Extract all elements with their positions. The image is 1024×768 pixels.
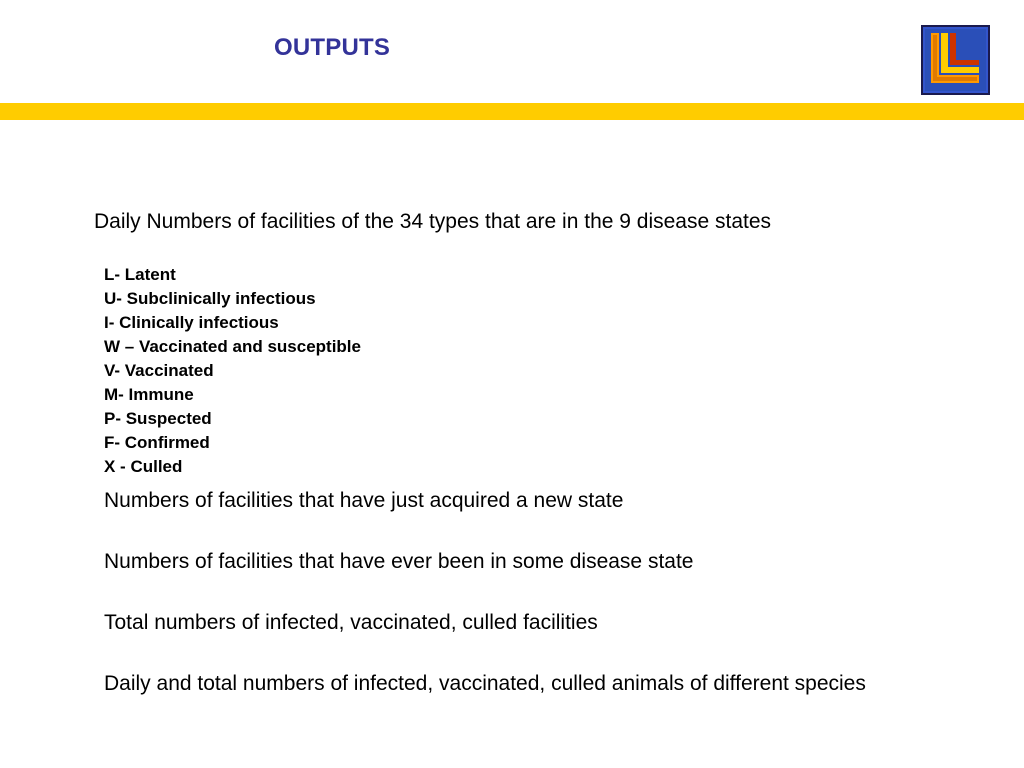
output-item-new-state: Numbers of facilities that have just acquired a new state — [104, 489, 624, 512]
output-item-ever-in-state: Numbers of facilities that have ever been in some disease state — [104, 550, 694, 573]
state-item-culled: X - Culled — [104, 457, 183, 476]
output-item-animals-species: Daily and total numbers of infected, vaccinated, culled animals of different species — [104, 672, 866, 695]
slide-title: OUTPUTS — [274, 34, 391, 61]
outputs-list — [104, 486, 964, 730]
state-item-clinical: I- Clinically infectious — [104, 313, 279, 332]
output-item-total-facilities: Total numbers of infected, vaccinated, culled facilities — [104, 611, 598, 634]
state-item-vaccinated-susceptible: W – Vaccinated and susceptible — [104, 337, 361, 356]
state-item-immune: M- Immune — [104, 385, 194, 404]
state-item-subclinical: U- Subclinically infectious — [104, 289, 316, 308]
state-item-vaccinated: V- Vaccinated — [104, 361, 214, 380]
lab-logo-icon — [921, 25, 990, 95]
header-divider-bar — [0, 103, 1024, 120]
intro-text: Daily Numbers of facilities of the 34 types that are in the 9 disease states — [94, 210, 772, 233]
disease-states-list — [104, 263, 361, 479]
state-item-confirmed: F- Confirmed — [104, 433, 210, 452]
state-item-latent: L- Latent — [104, 265, 176, 284]
state-item-suspected: P- Suspected — [104, 409, 212, 428]
